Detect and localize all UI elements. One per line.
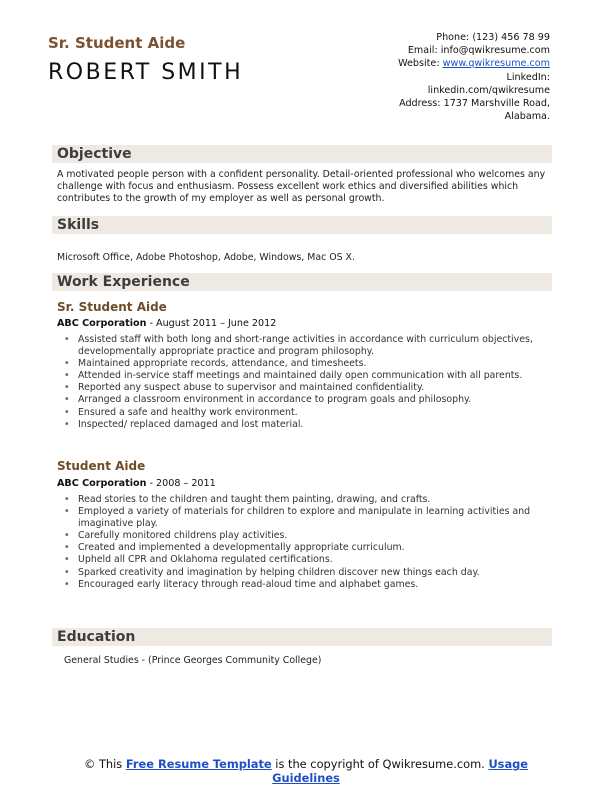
job-2-company: ABC Corporation (57, 478, 147, 489)
skills-text: Microsoft Office, Adobe Photoshop, Adobe, Windows, Mac OS X. (57, 252, 355, 263)
job-1-bullets (62, 334, 552, 431)
objective-header (52, 145, 552, 163)
job-1-company-line (57, 318, 276, 329)
contact-email (310, 44, 550, 57)
list-item: • Encouraged early literacy through read-aloud time and alphabet games. (62, 579, 552, 591)
work-heading: Work Experience (57, 274, 190, 290)
list-item: • Inspected/ replaced damaged and lost material. (62, 419, 552, 431)
email-value: info@qwikresume.com (440, 45, 550, 57)
objective-text: A motivated people person with a confident personality. Detail-oriented professional who welcomes any challenge with focus and enthusiasm. Possess excellent work ethics and diversified abilities which contributes to the growth of my employer as well as personal growth. (57, 169, 546, 204)
footer-middle: is the copyright of Qwikresume.com. (271, 757, 489, 771)
list-item: • Ensured a safe and healthy work environment. (62, 407, 552, 419)
contact-address (310, 97, 550, 110)
header-job-title: Sr. Student Aide (48, 34, 186, 52)
list-item: • Assisted staff with both long and short-range activities in accordance with curriculum objectives, developmentally appropriate practice and program philosophy. (62, 334, 552, 358)
address-label: Address: (399, 98, 441, 110)
job-1-dates: - August 2011 – June 2012 (146, 318, 277, 329)
footer-prefix: © This (83, 757, 126, 771)
contact-phone (310, 31, 550, 44)
usage-guidelines-link[interactable]: Usage Guidelines (272, 757, 529, 785)
job-2-bullets (62, 494, 552, 591)
linkedin-value: linkedin.com/qwikresume (427, 84, 550, 96)
job-1-company: ABC Corporation (57, 318, 147, 329)
email-label: Email: (407, 45, 438, 57)
contact-website (310, 57, 550, 70)
job-2-company-line (57, 478, 216, 489)
job-2-title: Student Aide (57, 459, 146, 473)
list-item: • Read stories to the children and taught them painting, drawing, and crafts. (62, 494, 552, 506)
job-1-title: Sr. Student Aide (57, 300, 167, 314)
linkedin-label: LinkedIn: (506, 71, 550, 83)
list-item: • Attended in-service staff meetings and maintained daily open communication with all parents. (62, 370, 552, 382)
list-item: • Arranged a classroom environment in accordance to program goals and philosophy. (62, 394, 552, 406)
website-label: Website: (398, 58, 440, 70)
phone-value: (123) 456 78 99 (472, 32, 550, 43)
list-item: • Sparked creativity and imagination by helping children discover new things each day. (62, 567, 552, 579)
list-item: • Upheld all CPR and Oklahoma regulated certifications. (62, 554, 552, 566)
free-resume-template-link[interactable]: Free Resume Template (125, 757, 272, 771)
education-heading: Education (57, 629, 136, 645)
contact-block (310, 31, 550, 123)
address-line1: 1737 Marshville Road, (443, 98, 550, 110)
phone-label: Phone: (436, 32, 470, 43)
education-text: General Studies - (Prince Georges Community College) (64, 655, 322, 666)
skills-heading: Skills (57, 217, 100, 233)
skills-header (52, 216, 552, 234)
job-2-dates: - 2008 – 2011 (146, 478, 216, 489)
candidate-name: ROBERT SMITH (48, 60, 244, 85)
website-link[interactable]: www.qwikresume.com (442, 58, 550, 70)
address-line2: Alabama. (504, 111, 550, 123)
list-item: • Maintained appropriate records, attendance, and timesheets. (62, 358, 552, 370)
list-item: • Reported any suspect abuse to supervisor and maintained confidentiality. (62, 382, 552, 394)
list-item: • Created and implemented a developmentally appropriate curriculum. (62, 542, 552, 554)
list-item: • Carefully monitored childrens play activities. (62, 530, 552, 542)
education-header (52, 628, 552, 646)
list-item: • Employed a variety of materials for children to explore and manipulate in learning activities and imaginative play. (62, 506, 552, 530)
objective-heading: Objective (57, 146, 132, 162)
copyright-footer (60, 757, 552, 785)
work-header (52, 273, 552, 291)
